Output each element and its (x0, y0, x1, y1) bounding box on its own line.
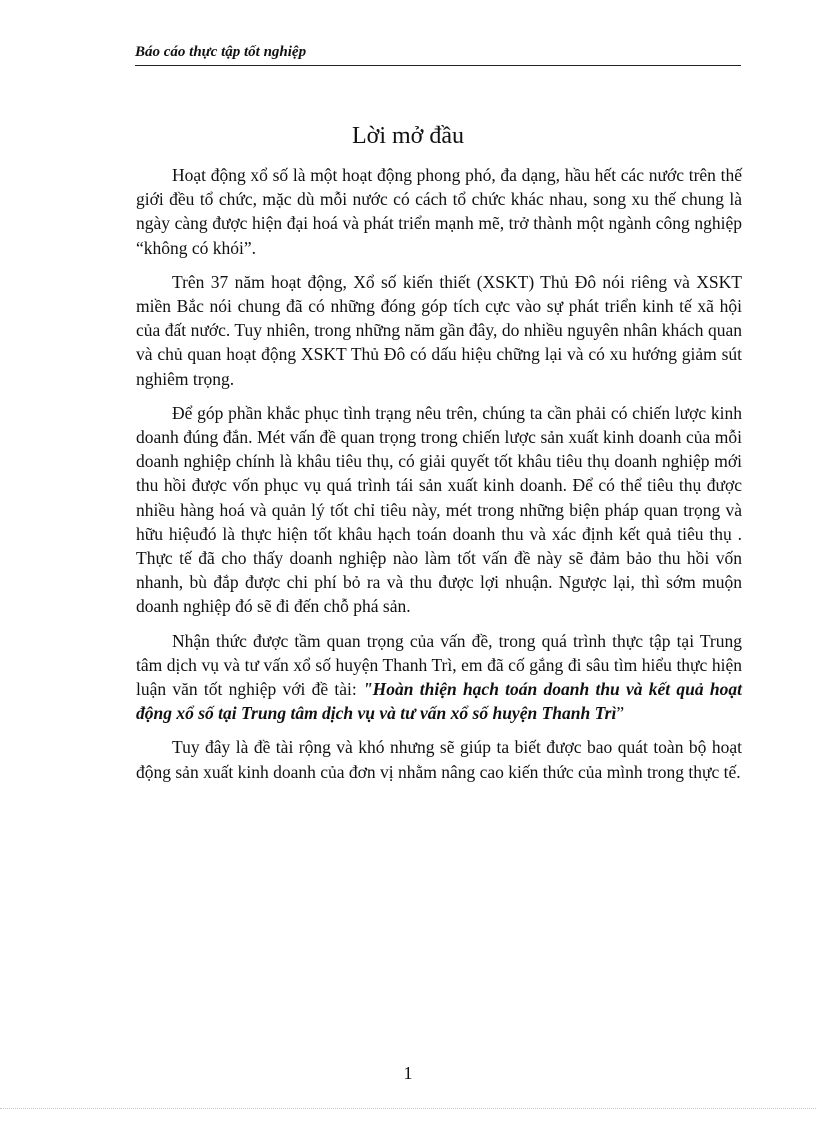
header-title: Báo cáo thực tập tốt nghiệp (135, 44, 307, 60)
page-number: 1 (403, 1063, 413, 1083)
thesis-topic: "Hoàn thiện hạch toán doanh thu và kết quả hoạt động xổ số tại Trung tâm dịch vụ và tư vấn xổ số huyện Thanh Trì (136, 679, 742, 724)
paragraph-2: Trên 37 năm hoạt động, Xổ số kiến thiết (XSKT) Thủ Đô nói riêng và XSKT miền Bắc nói chung đã có những đóng góp tích cực vào sự phát triển kinh tế xã hội của đất nước. Tuy nhiên, trong những năm gần đây, do nhiều nguyên nhân khách quan và chủ quan hoạt động XSKT Thủ Đô có dấu hiệu chững lại và có xu hướng giảm sút nghiêm trọng. (136, 271, 742, 389)
page-title: Lời mở đầu (351, 123, 465, 149)
running-header (135, 43, 741, 66)
document-body (136, 163, 742, 794)
page-bottom-divider (0, 1108, 816, 1109)
paragraph-3: Để góp phần khắc phục tình trạng nêu trên, chúng ta cần phải có chiến lược kinh doanh đúng đắn. Mét vấn đề quan trọng trong chiến lược sản xuất kinh doanh của mỗi doanh nghiệp chính là khâu tiêu thụ, có giải quyết tốt khâu tiêu thụ doanh nghiệp mới thu hồi được vốn phục vụ quá trình tái sản xuất kinh doanh. Để có thể tiêu thụ được nhiều hàng hoá và quản lý tốt chỉ tiêu này, mét trong những biện pháp quan trọng và hữu hiệuđó là thực hiện tốt khâu hạch toán doanh thu và xác định kết quả tiêu thụ . Thực tế đã cho thấy doanh nghiệp nào làm tốt vấn đề này sẽ đảm bảo thu hồi vốn nhanh, bù đắp được chi phí bỏ ra và thu được lợi nhuận. Ngược lại, thì sớm muộn doanh nghiệp đó sẽ đi đến chỗ phá sản. (136, 402, 742, 617)
paragraph-4-lead: Nhận thức được tầm quan trọng của vấn đề, trong quá trình thực tập tại Trung tâm dịch vụ và tư vấn xổ số huyện Thanh Trì, em đã cố gắng đi sâu tìm hiểu thực hiện luận văn tốt nghiệp với đề tài: (136, 630, 742, 700)
paragraph-4 (136, 629, 742, 726)
paragraph-4-close: ” (616, 703, 625, 724)
paragraph-5: Tuy đây là đề tài rộng và khó nhưng sẽ giúp ta biết được bao quát toàn bộ hoạt động sản xuất kinh doanh của đơn vị nhằm nâng cao kiến thức của mình trong thực tế. (136, 737, 742, 782)
paragraph-1: Hoạt động xổ số là một hoạt động phong phó, đa dạng, hầu hết các nước trên thế giới đều tổ chức, mặc dù mỗi nước có cách tổ chức khác nhau, song xu thế chung là ngày càng được hiện đại hoá và phát triển mạnh mẽ, trở thành một ngành công nghiệp “không có khói”. (136, 165, 742, 258)
